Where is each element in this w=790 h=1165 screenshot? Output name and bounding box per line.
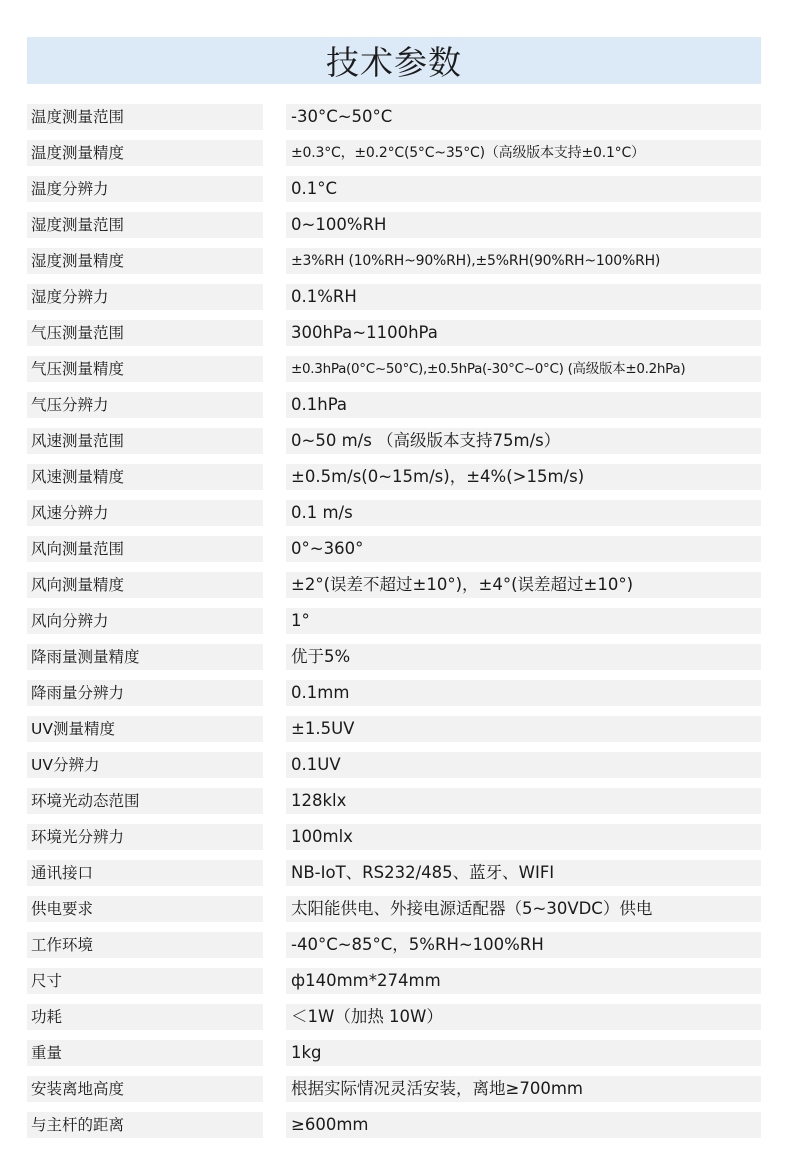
spec-value: ф140mm*274mm: [286, 968, 761, 994]
spec-row: [27, 716, 761, 742]
spec-label: 工作环境: [27, 932, 263, 958]
spec-gap: [263, 536, 286, 562]
spec-row: [27, 176, 761, 202]
spec-value: ±2°(误差不超过±10°)，±4°(误差超过±10°): [286, 572, 761, 598]
spec-row: [27, 392, 761, 418]
spec-gap: [263, 284, 286, 310]
spec-label: 气压测量精度: [27, 356, 263, 382]
spec-gap: [263, 176, 286, 202]
spec-value: 0~50 m/s （高级版本支持75m/s）: [286, 428, 761, 454]
spec-row: [27, 320, 761, 346]
spec-gap: [263, 608, 286, 634]
spec-gap: [263, 140, 286, 166]
spec-row: [27, 752, 761, 778]
spec-row: [27, 1076, 761, 1102]
spec-row: [27, 824, 761, 850]
spec-value: ±0.5m/s(0~15m/s)，±4%(>15m/s): [286, 464, 761, 490]
spec-row: [27, 464, 761, 490]
spec-row: [27, 248, 761, 274]
spec-label: 与主杆的距离: [27, 1112, 263, 1138]
spec-row: [27, 644, 761, 670]
spec-gap: [263, 896, 286, 922]
spec-value: ＜1W（加热 10W）: [286, 1004, 761, 1030]
spec-label: 尺寸: [27, 968, 263, 994]
spec-value: ±0.3°C，±0.2°C(5°C~35°C)（高级版本支持±0.1°C）: [286, 140, 761, 166]
spec-row: [27, 140, 761, 166]
spec-gap: [263, 500, 286, 526]
spec-gap: [263, 752, 286, 778]
spec-label: 气压分辨力: [27, 392, 263, 418]
spec-gap: [263, 464, 286, 490]
spec-value: -40°C~85°C，5%RH~100%RH: [286, 932, 761, 958]
spec-gap: [263, 356, 286, 382]
spec-row: [27, 104, 761, 130]
spec-label: 风速测量精度: [27, 464, 263, 490]
spec-row: [27, 680, 761, 706]
spec-label: 风向分辨力: [27, 608, 263, 634]
spec-gap: [263, 392, 286, 418]
spec-row: [27, 968, 761, 994]
spec-label: 重量: [27, 1040, 263, 1066]
spec-row: [27, 428, 761, 454]
spec-value: 0°~360°: [286, 536, 761, 562]
spec-label: 供电要求: [27, 896, 263, 922]
spec-gap: [263, 824, 286, 850]
spec-value: 100mlx: [286, 824, 761, 850]
spec-label: 环境光分辨力: [27, 824, 263, 850]
spec-label: 降雨量测量精度: [27, 644, 263, 670]
spec-gap: [263, 680, 286, 706]
spec-value: -30°C~50°C: [286, 104, 761, 130]
spec-row: [27, 1112, 761, 1138]
spec-label: 风向测量精度: [27, 572, 263, 598]
spec-value: 0.1 m/s: [286, 500, 761, 526]
spec-label: 温度分辨力: [27, 176, 263, 202]
spec-gap: [263, 644, 286, 670]
spec-value: 0.1mm: [286, 680, 761, 706]
spec-row: [27, 608, 761, 634]
spec-gap: [263, 968, 286, 994]
spec-label: 功耗: [27, 1004, 263, 1030]
spec-value: 1kg: [286, 1040, 761, 1066]
spec-label: 通讯接口: [27, 860, 263, 886]
spec-row: [27, 788, 761, 814]
spec-value: 300hPa~1100hPa: [286, 320, 761, 346]
spec-label: 风速测量范围: [27, 428, 263, 454]
spec-row: [27, 356, 761, 382]
spec-value: 0.1UV: [286, 752, 761, 778]
spec-row: [27, 1040, 761, 1066]
spec-gap: [263, 104, 286, 130]
spec-row: [27, 536, 761, 562]
spec-value: ±1.5UV: [286, 716, 761, 742]
spec-gap: [263, 320, 286, 346]
spec-row: [27, 1004, 761, 1030]
spec-row: [27, 500, 761, 526]
page-title: 技术参数: [326, 43, 462, 82]
spec-value: 0.1°C: [286, 176, 761, 202]
spec-value: 1°: [286, 608, 761, 634]
spec-value: 根据实际情况灵活安装，离地≥700mm: [286, 1076, 761, 1102]
spec-gap: [263, 788, 286, 814]
spec-value: ±0.3hPa(0°C~50°C),±0.5hPa(-30°C~0°C) (高级版本±0.2hPa): [286, 356, 761, 382]
spec-value: ±3%RH (10%RH~90%RH),±5%RH(90%RH~100%RH): [286, 248, 761, 274]
spec-label: 湿度测量范围: [27, 212, 263, 238]
spec-value: 0.1%RH: [286, 284, 761, 310]
spec-label: 安装离地高度: [27, 1076, 263, 1102]
spec-table: [27, 104, 761, 1148]
spec-row: [27, 896, 761, 922]
spec-label: 湿度分辨力: [27, 284, 263, 310]
spec-row: [27, 212, 761, 238]
spec-row: [27, 860, 761, 886]
spec-row: [27, 284, 761, 310]
spec-value: 太阳能供电、外接电源适配器（5~30VDC）供电: [286, 896, 761, 922]
spec-value: 0~100%RH: [286, 212, 761, 238]
spec-label: 湿度测量精度: [27, 248, 263, 274]
spec-label: UV分辨力: [27, 752, 263, 778]
spec-gap: [263, 428, 286, 454]
spec-value: 优于5%: [286, 644, 761, 670]
spec-value: ≥600mm: [286, 1112, 761, 1138]
spec-value: 0.1hPa: [286, 392, 761, 418]
spec-label: 温度测量范围: [27, 104, 263, 130]
spec-gap: [263, 212, 286, 238]
spec-gap: [263, 860, 286, 886]
spec-value: NB-IoT、RS232/485、蓝牙、WIFI: [286, 860, 761, 886]
spec-label: 环境光动态范围: [27, 788, 263, 814]
spec-label: 温度测量精度: [27, 140, 263, 166]
title-banner: [27, 37, 761, 84]
spec-gap: [263, 248, 286, 274]
spec-gap: [263, 1076, 286, 1102]
spec-label: 风速分辨力: [27, 500, 263, 526]
spec-label: 气压测量范围: [27, 320, 263, 346]
spec-label: UV测量精度: [27, 716, 263, 742]
spec-gap: [263, 932, 286, 958]
spec-gap: [263, 1004, 286, 1030]
spec-gap: [263, 716, 286, 742]
spec-row: [27, 572, 761, 598]
spec-label: 风向测量范围: [27, 536, 263, 562]
spec-gap: [263, 1112, 286, 1138]
spec-label: 降雨量分辨力: [27, 680, 263, 706]
spec-value: 128klx: [286, 788, 761, 814]
spec-gap: [263, 572, 286, 598]
spec-row: [27, 932, 761, 958]
spec-gap: [263, 1040, 286, 1066]
